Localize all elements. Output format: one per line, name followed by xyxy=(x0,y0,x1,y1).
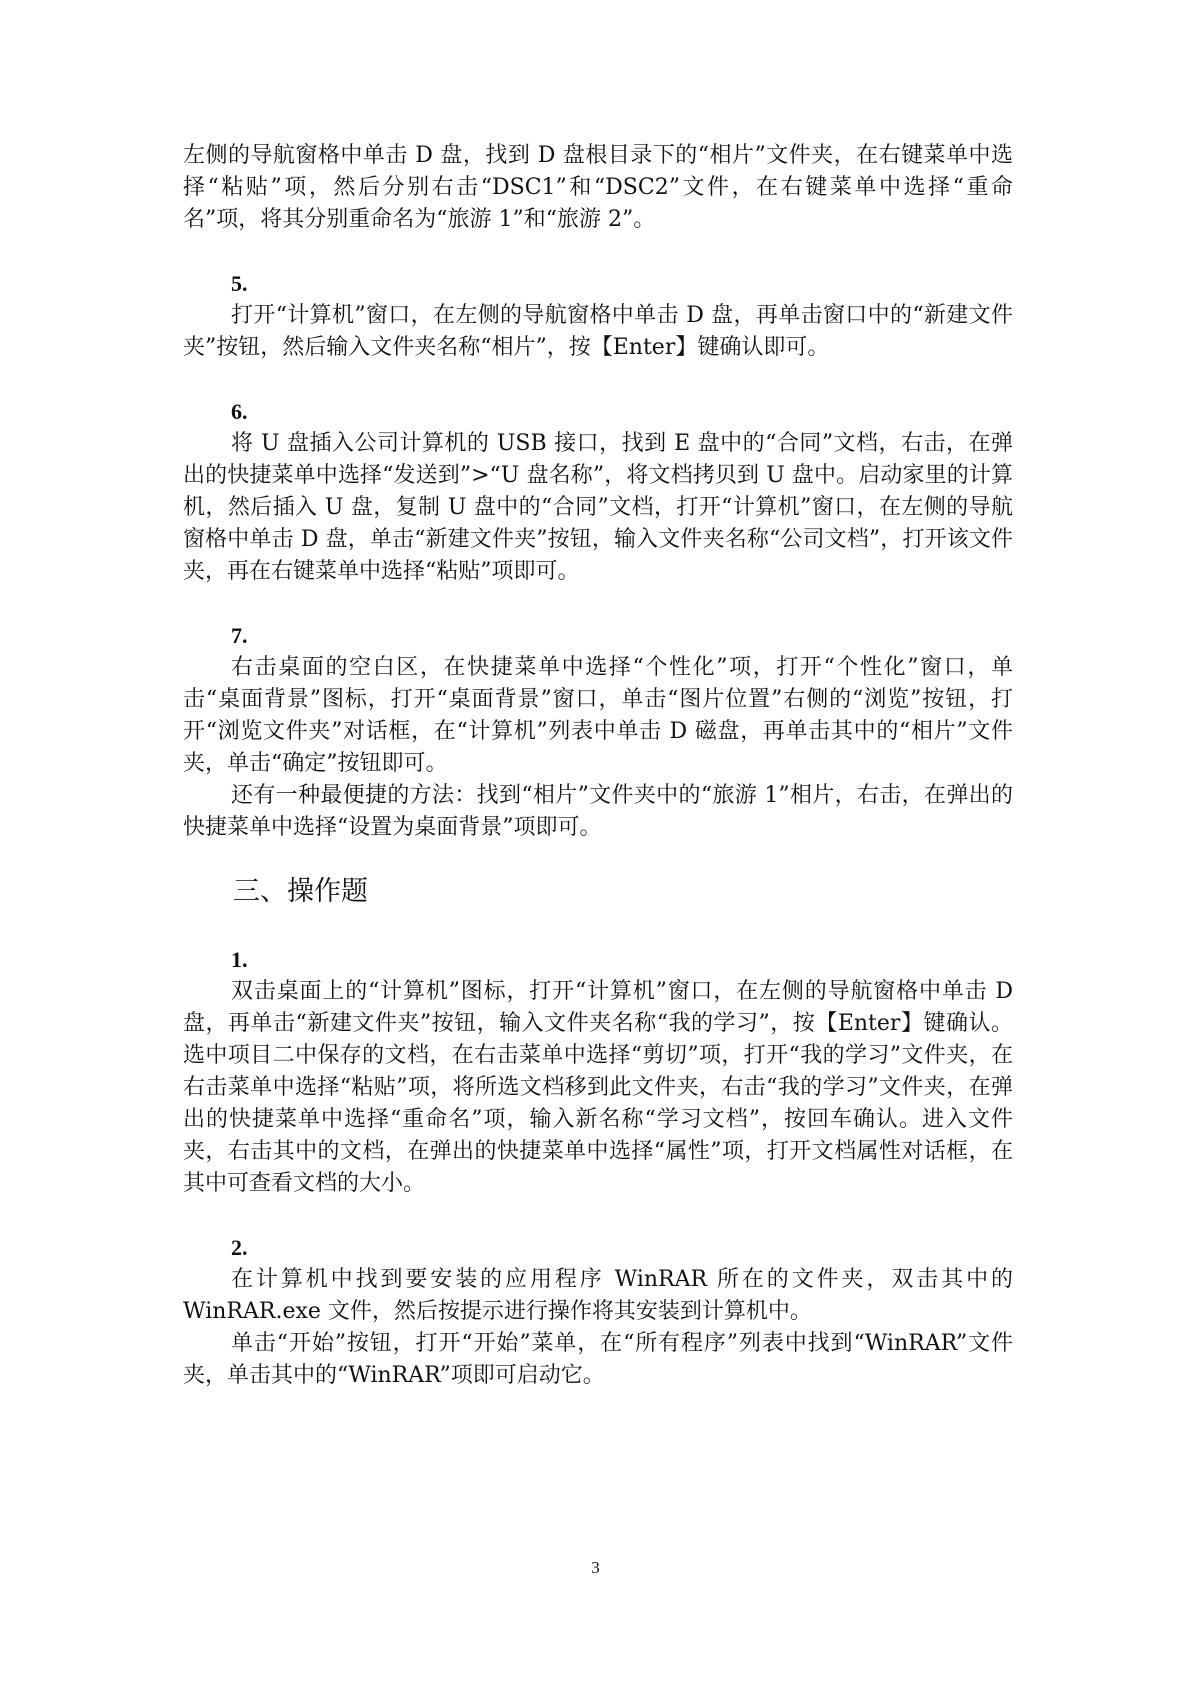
item-paragraph: 打开“计算机”窗口，在左侧的导航窗格中单击 D 盘，再单击窗口中的“新建文件夹”按钮，然后输入文件夹名称“相片”，按【Enter】键确认即可。 xyxy=(183,303,1013,360)
item-paragraph: 双击桌面上的“计算机”图标，打开“计算机”窗口，在左侧的导航窗格中单击 D 盘，再单击“新建文件夹”按钮，输入文件夹名称“我的学习”，按【Enter】键确认。选中项目二中保存的文档，在右击菜单中选择“剪切”项，打开“我的学习”文件夹，在右击菜单中选择“粘贴”项，将所选文档移到此文件夹，右击“我的学习”文件夹，在弹出的快捷菜单中选择“重命名”项，输入新名称“学习文档”，按回车确认。进入文件夹，右击其中的文档，在弹出的快捷菜单中选择“属性”项，打开文档属性对话框，在其中可查看文档的大小。 xyxy=(183,979,1013,1196)
item-number: 7. xyxy=(231,623,248,648)
continuation-paragraph: 左侧的导航窗格中单击 D 盘，找到 D 盘根目录下的“相片”文件夹，在右键菜单中选择“粘贴”项，然后分别右击“DSC1”和“DSC2”文件，在右键菜单中选择“重命名”项，将其分别重命名为“旅游 1”和“旅游 2”。 xyxy=(183,143,1013,232)
page-number: 3 xyxy=(591,1558,600,1577)
item-number: 5. xyxy=(231,271,248,296)
section-heading: 三、操作题 xyxy=(233,876,368,907)
item-paragraph: 在计算机中找到要安装的应用程序 WinRAR 所在的文件夹，双击其中的 WinRAR.exe 文件，然后按提示进行操作将其安装到计算机中。 xyxy=(183,1267,1013,1324)
operation-item-2 xyxy=(183,1232,1013,1392)
item-paragraph: 还有一种最便捷的方法：找到“相片”文件夹中的“旅游 1”相片，右击，在弹出的快捷菜单中选择“设置为桌面背景”项即可。 xyxy=(183,783,1013,840)
item-paragraph: 右击桌面的空白区，在快捷菜单中选择“个性化”项，打开“个性化”窗口，单击“桌面背景”图标，打开“桌面背景”窗口，单击“图片位置”右侧的“浏览”按钮，打开“浏览文件夹”对话框，在“计算机”列表中单击 D 磁盘，再单击其中的“相片”文件夹，单击“确定”按钮即可。 xyxy=(183,655,1013,776)
item-paragraph: 将 U 盘插入公司计算机的 USB 接口，找到 E 盘中的“合同”文档，右击，在弹出的快捷菜单中选择“发送到”>“U 盘名称”，将文档拷贝到 U 盘中。启动家里的计算机，然后插入 U 盘，复制 U 盘中的“合同”文档，打开“计算机”窗口，在左侧的导航窗格中单击 D 盘，单击“新建文件夹”按钮，输入文件夹名称“公司文档”，打开该文件夹，再在右键菜单中选择“粘贴”项即可。 xyxy=(183,431,1013,584)
answer-item-5 xyxy=(183,268,1013,364)
item-number: 2. xyxy=(231,1235,248,1260)
item-number: 1. xyxy=(231,947,248,972)
item-number: 6. xyxy=(231,399,248,424)
operation-item-1 xyxy=(183,944,1013,1200)
answer-item-6 xyxy=(183,396,1013,588)
item-paragraph: 单击“开始”按钮，打开“开始”菜单，在“所有程序”列表中找到“WinRAR”文件夹，单击其中的“WinRAR”项即可启动它。 xyxy=(183,1331,1013,1388)
answer-item-7 xyxy=(183,620,1013,844)
page-content xyxy=(183,140,1013,1392)
